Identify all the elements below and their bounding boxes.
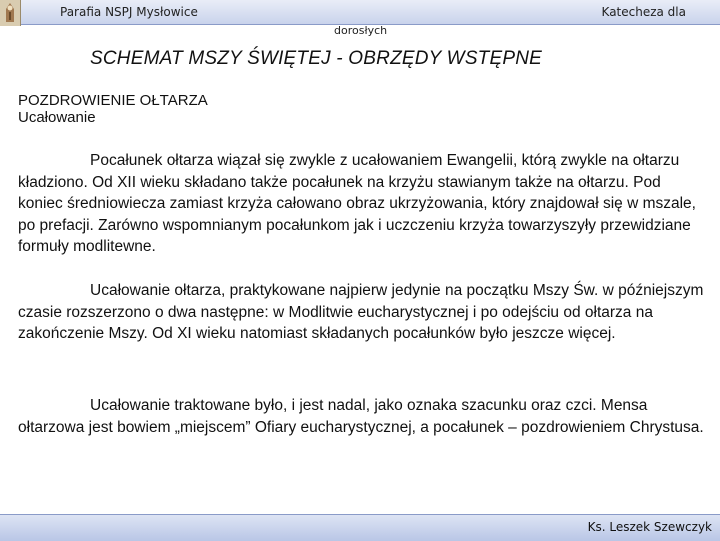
footer-bar [0,514,720,541]
section-heading: POZDROWIENIE OŁTARZA [18,92,208,109]
paragraph-2: Ucałowanie ołtarza, praktykowane najpierw jedynie na początku Mszy Św. w późniejszym czasie rozszerzono o dwa następne: w Modlitwie eucharystycznej i po odejściu od ołtarza na zakończenie Mszy. Od XI wieku natomiast składanych pocałunków było jeszcze więcej. [18,282,704,342]
parish-logo-icon [0,0,21,26]
header-course-name: Katecheza dla [601,5,686,19]
section-heading-block [18,92,208,126]
paragraph-1: Pocałunek ołtarza wiązał się zwykle z ucałowaniem Ewangelii, którą zwykle na ołtarzu kładziono. Od XII wieku składano także pocałunek na krzyżu stawianym także na ołtarzu. Pod koniec średniowiecza zamiast krzyża całowano obraz ukrzyżowania, który znajdował się w mszale, po prefacji. Zarówno wspomnianym pocałunkom jak i uczczeniu krzyża towarzyszyły przewidziane formuły modlitewne. [18,152,696,255]
header-course-name-continued: dorosłych [334,24,388,37]
paragraph-3: Ucałowanie traktowane było, i jest nadal, jako oznaka szacunku oraz czci. Mensa ołtarzowa jest bowiem „miejscem” Ofiary eucharystycznej, a pocałunek – pozdrowieniem Chrystusa. [18,397,704,436]
page-title: SCHEMAT MSZY ŚWIĘTEJ - OBRZĘDY WSTĘPNE [90,48,543,69]
header-parish-name: Parafia NSPJ Mysłowice [60,5,198,19]
section-subheading: Ucałowanie [18,109,96,126]
footer-author: Ks. Leszek Szewczyk [587,520,712,534]
